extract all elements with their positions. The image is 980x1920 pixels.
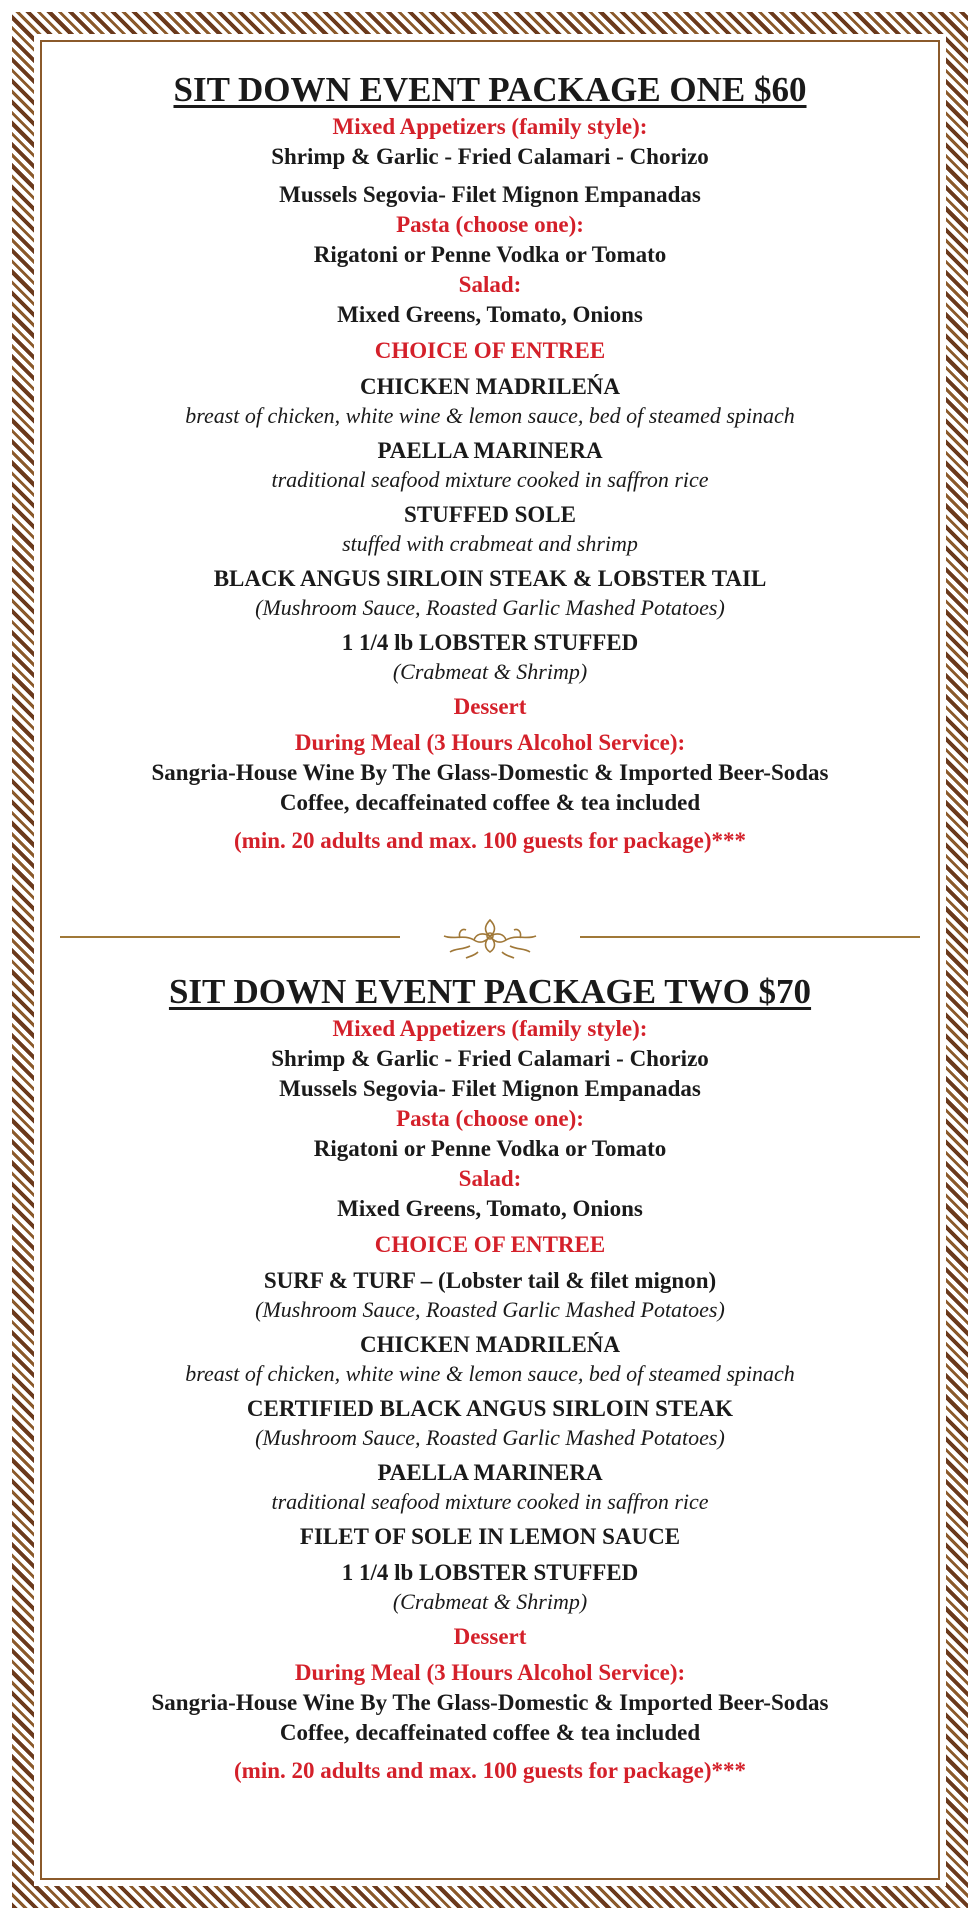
pasta-heading: Pasta (choose one):: [396, 1106, 584, 1131]
meal-line: Sangria-House Wine By The Glass-Domestic & Imported Beer-Sodas: [151, 760, 829, 785]
entree-name: CHICKEN MADRILEŃA: [359, 374, 621, 399]
entree-name: 1 1/4 lb LOBSTER STUFFED: [341, 1560, 639, 1585]
meal-heading: During Meal (3 Hours Alcohol Service):: [294, 730, 686, 755]
meal-line: Sangria-House Wine By The Glass-Domestic & Imported Beer-Sodas: [151, 1690, 829, 1715]
pasta-line: Rigatoni or Penne Vodka or Tomato: [313, 242, 667, 267]
dessert-heading: Dessert: [453, 1624, 527, 1649]
entree-description: breast of chicken, white wine & lemon sauce, bed of steamed spinach: [185, 403, 795, 428]
menu-page: [48, 48, 932, 1872]
entree-description: stuffed with crabmeat and shrimp: [342, 531, 638, 556]
appetizers-line: Mussels Segovia- Filet Mignon Empanadas: [279, 1076, 701, 1101]
entree-name: STUFFED SOLE: [404, 502, 576, 527]
package-one: [48, 68, 932, 856]
appetizers-line: Shrimp & Garlic - Fried Calamari - Chorizo: [271, 144, 709, 169]
pasta-heading: Pasta (choose one):: [396, 212, 584, 237]
entree-description: (Crabmeat & Shrimp): [392, 659, 588, 684]
guest-note: (min. 20 adults and max. 100 guests for package)***: [234, 828, 746, 853]
entree-description: traditional seafood mixture cooked in saffron rice: [271, 1489, 709, 1514]
package-two-title: SIT DOWN EVENT PACKAGE TWO $70: [168, 972, 812, 1011]
appetizers-line: Mussels Segovia- Filet Mignon Empanadas: [279, 182, 701, 207]
entree-description: (Mushroom Sauce, Roasted Garlic Mashed Potatoes): [255, 1425, 725, 1450]
entree-description: traditional seafood mixture cooked in saffron rice: [271, 467, 709, 492]
appetizers-heading: Mixed Appetizers (family style):: [332, 114, 648, 139]
salad-heading: Salad:: [458, 1166, 522, 1191]
guest-note: (min. 20 adults and max. 100 guests for package)***: [234, 1758, 746, 1783]
appetizers-line: Shrimp & Garlic - Fried Calamari - Chorizo: [271, 1046, 709, 1071]
entree-name: FILET OF SOLE IN LEMON SAUCE: [299, 1524, 681, 1549]
meal-line: Coffee, decaffeinated coffee & tea included: [279, 1720, 701, 1745]
entree-description: (Crabmeat & Shrimp): [392, 1589, 588, 1614]
divider-line: [60, 936, 400, 938]
appetizers-heading: Mixed Appetizers (family style):: [332, 1016, 648, 1041]
salad-heading: Salad:: [458, 272, 522, 297]
entree-name: SURF & TURF – (Lobster tail & filet mignon): [263, 1268, 717, 1293]
meal-heading: During Meal (3 Hours Alcohol Service):: [294, 1660, 686, 1685]
dessert-heading: Dessert: [453, 694, 527, 719]
entree-name: 1 1/4 lb LOBSTER STUFFED: [341, 630, 639, 655]
entree-heading: CHOICE OF ENTREE: [374, 338, 606, 363]
package-two: [48, 970, 932, 1786]
entree-name: BLACK ANGUS SIRLOIN STEAK & LOBSTER TAIL: [213, 566, 767, 591]
entree-name: CERTIFIED BLACK ANGUS SIRLOIN STEAK: [246, 1396, 734, 1421]
package-one-title: SIT DOWN EVENT PACKAGE ONE $60: [173, 70, 807, 109]
entree-description: (Mushroom Sauce, Roasted Garlic Mashed Potatoes): [255, 595, 725, 620]
divider-line: [580, 936, 920, 938]
section-divider: [60, 912, 920, 962]
entree-name: CHICKEN MADRILEŃA: [359, 1332, 621, 1357]
entree-heading: CHOICE OF ENTREE: [374, 1232, 606, 1257]
entree-description: breast of chicken, white wine & lemon sauce, bed of steamed spinach: [185, 1361, 795, 1386]
meal-line: Coffee, decaffeinated coffee & tea included: [279, 790, 701, 815]
salad-line: Mixed Greens, Tomato, Onions: [337, 1196, 643, 1221]
entree-name: PAELLA MARINERA: [377, 438, 603, 463]
floral-ornament-icon: [430, 912, 550, 962]
entree-description: (Mushroom Sauce, Roasted Garlic Mashed Potatoes): [255, 1297, 725, 1322]
entree-name: PAELLA MARINERA: [377, 1460, 603, 1485]
salad-line: Mixed Greens, Tomato, Onions: [337, 302, 643, 327]
pasta-line: Rigatoni or Penne Vodka or Tomato: [313, 1136, 667, 1161]
